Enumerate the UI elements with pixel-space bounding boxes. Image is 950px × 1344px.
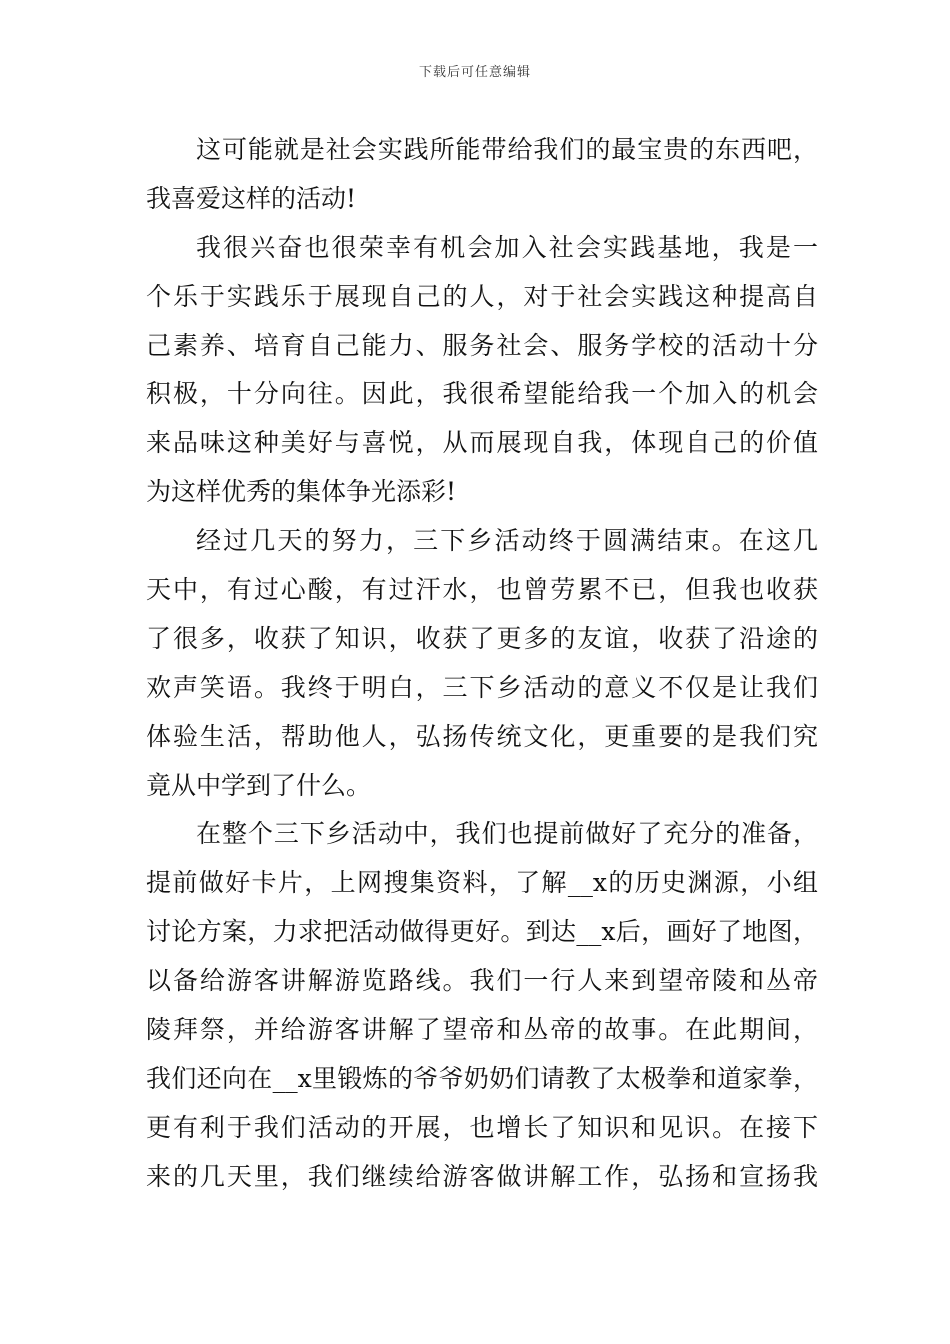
paragraph-line: 积极，十分向往。因此，我很希望能给我一个加入的机会	[146, 379, 818, 409]
paragraph-line: 个乐于实践乐于展现自己的人，对于社会实践这种提高自	[146, 281, 818, 311]
paragraph-line: 体验生活，帮助他人，弘扬传统文化，更重要的是我们究	[146, 721, 818, 751]
paragraph-line: 为这样优秀的集体争光添彩!	[146, 477, 457, 507]
paragraph-line: 我们还向在__x里锻炼的爷爷奶奶们请教了太极拳和道家拳，	[146, 1063, 818, 1093]
document-body	[146, 126, 818, 1202]
paragraph-line: 陵拜祭，并给游客讲解了望帝和丛帝的故事。在此期间，	[146, 1015, 818, 1045]
paragraph-line: 更有利于我们活动的开展，也增长了知识和见识。在接下	[146, 1112, 818, 1142]
paragraph-line: 己素养、培育自己能力、服务社会、服务学校的活动十分	[146, 330, 818, 360]
paragraph-line: 讨论方案，力求把活动做得更好。到达__x后，画好了地图，	[146, 917, 818, 947]
paragraph-line: 提前做好卡片，上网搜集资料，了解__x的历史渊源，小组	[146, 868, 818, 898]
paragraph-line: 了很多，收获了知识，收获了更多的友谊，收获了沿途的	[146, 623, 818, 653]
page-header: 下载后可任意编辑	[418, 65, 531, 80]
paragraph-line: 在整个三下乡活动中，我们也提前做好了充分的准备，	[196, 819, 818, 849]
paragraph-line: 经过几天的努力，三下乡活动终于圆满结束。在这几	[196, 526, 818, 556]
paragraph-line: 竟从中学到了什么。	[146, 770, 372, 800]
paragraph-line: 我很兴奋也很荣幸有机会加入社会实践基地，我是一	[196, 232, 818, 262]
paragraph-line: 来品味这种美好与喜悦，从而展现自我，体现自己的价值	[146, 428, 818, 458]
paragraph-line: 这可能就是社会实践所能带给我们的最宝贵的东西吧，	[196, 135, 818, 164]
paragraph-line: 天中，有过心酸，有过汗水，也曾劳累不已，但我也收获	[146, 575, 818, 605]
paragraph-line: 来的几天里，我们继续给游客做讲解工作，弘扬和宣扬我	[146, 1161, 818, 1191]
paragraph-line: 我喜爱这样的活动!	[146, 183, 357, 213]
paragraph-line: 以备给游客讲解游览路线。我们一行人来到望帝陵和丛帝	[146, 966, 818, 996]
paragraph-line: 欢声笑语。我终于明白，三下乡活动的意义不仅是让我们	[146, 672, 818, 702]
